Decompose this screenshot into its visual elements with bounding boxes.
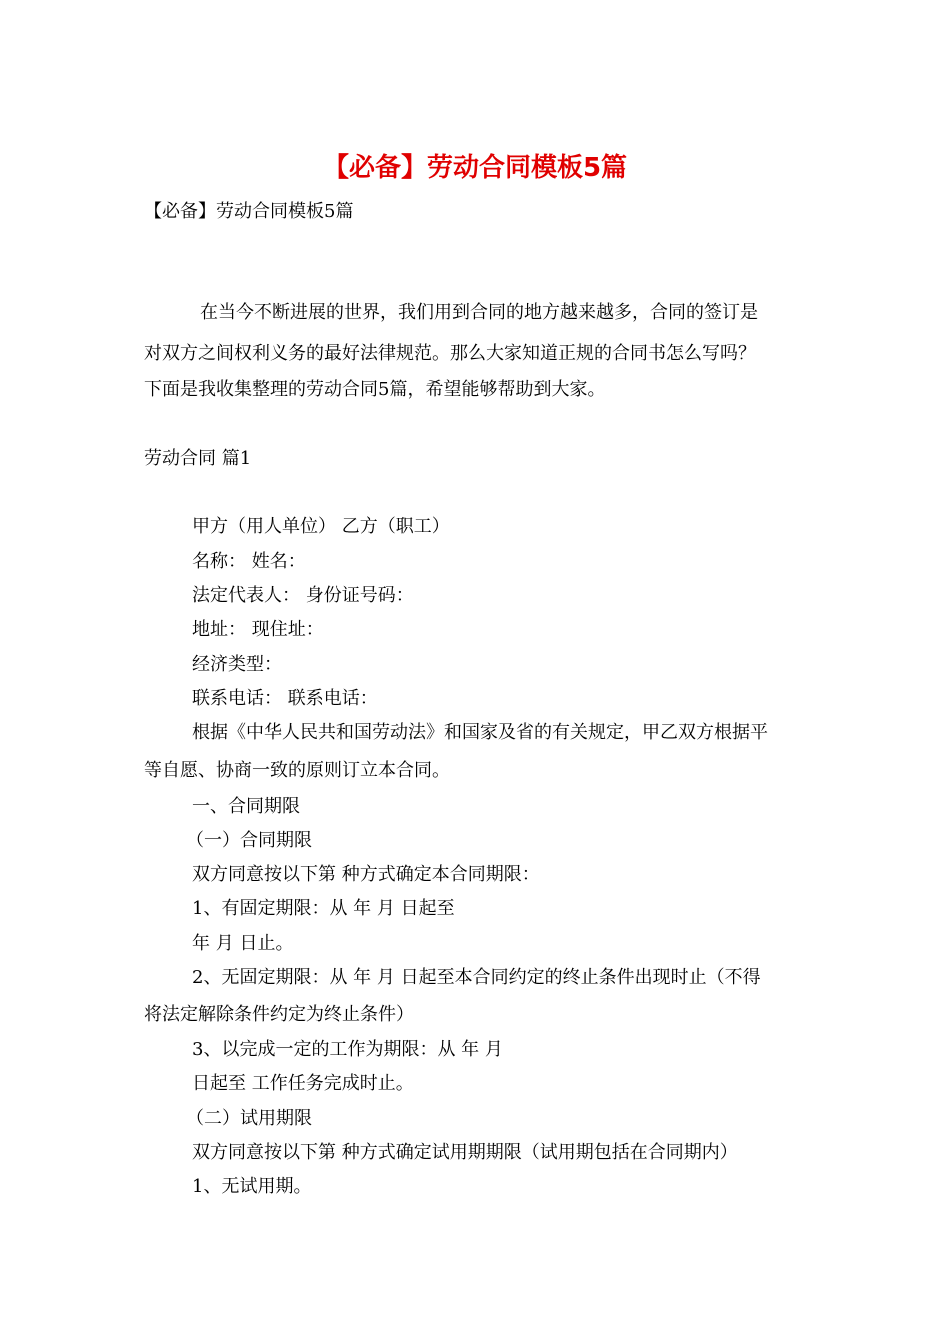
fixed-term-line-1: 1、有固定期限：从 年 月 日起至 bbox=[192, 898, 455, 919]
probation-heading: （二）试用期限 bbox=[186, 1108, 312, 1129]
name-line: 名称： 姓名： bbox=[192, 551, 306, 572]
document-title: 【必备】劳动合同模板5篇 bbox=[322, 153, 628, 183]
probation-agree-line: 双方同意按以下第 种方式确定试用期期限（试用期包括在合同期内） bbox=[192, 1142, 738, 1163]
document-subtitle: 【必备】劳动合同模板5篇 bbox=[144, 201, 354, 222]
intro-line-1: 在当今不断进展的世界，我们用到合同的地方越来越多，合同的签订是 bbox=[200, 302, 758, 323]
basis-line-2: 等自愿、协商一致的原则订立本合同。 bbox=[144, 760, 450, 781]
term-subheading: （一）合同期限 bbox=[186, 830, 312, 851]
address-line: 地址： 现住址： bbox=[192, 619, 324, 640]
nonfixed-term-line-2: 将法定解除条件约定为终止条件） bbox=[144, 1004, 414, 1025]
phone-line: 联系电话： 联系电话： bbox=[192, 688, 378, 709]
task-term-line-2: 日起至 工作任务完成时止。 bbox=[192, 1073, 414, 1094]
fixed-term-line-2: 年 月 日止。 bbox=[192, 933, 294, 954]
legal-rep-line: 法定代表人： 身份证号码： bbox=[192, 585, 414, 606]
basis-line-1: 根据《中华人民共和国劳动法》和国家及省的有关规定，甲乙双方根据平 bbox=[192, 722, 768, 743]
task-term-line-1: 3、以完成一定的工作为期限：从 年 月 bbox=[192, 1039, 503, 1060]
intro-line-3: 下面是我收集整理的劳动合同5篇，希望能够帮助到大家。 bbox=[144, 379, 606, 400]
economic-type-line: 经济类型： bbox=[192, 654, 282, 675]
nonfixed-term-line-1: 2、无固定期限：从 年 月 日起至本合同约定的终止条件出现时止（不得 bbox=[192, 967, 761, 988]
term-heading: 一、合同期限 bbox=[192, 796, 300, 817]
probation-option-1: 1、无试用期。 bbox=[192, 1176, 312, 1197]
term-agree-line: 双方同意按以下第 种方式确定本合同期限： bbox=[192, 864, 540, 885]
intro-line-2: 对双方之间权利义务的最好法律规范。那么大家知道正规的合同书怎么写吗？ bbox=[144, 343, 756, 364]
parties-line: 甲方（用人单位） 乙方（职工） bbox=[192, 516, 450, 537]
section-heading: 劳动合同 篇1 bbox=[144, 448, 252, 469]
